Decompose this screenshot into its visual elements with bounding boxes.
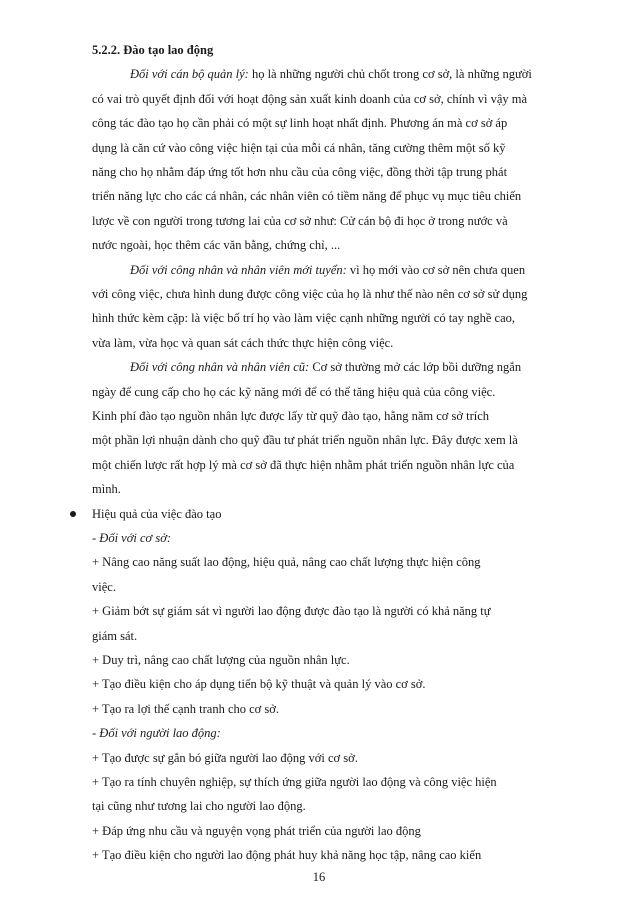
paragraph-first-line (130, 359, 521, 375)
text-line: vừa làm, vừa học và quan sát cách thức thực hiện công việc. (92, 335, 394, 350)
text-line: hình thức kèm cặp: là việc bố trí họ vào làm việc cạnh những người có tay nghề cao, (92, 311, 515, 326)
text-line: + Tạo được sự gắn bó giữa người lao động với cơ sở. (92, 750, 358, 765)
text-line: với công việc, chưa hình dung được công việc của họ là như thế nào nên cơ sở sử dụng (92, 287, 528, 301)
paragraph-first-line (130, 262, 525, 278)
text-line: một chiến lược rất hợp lý mà cơ sở đã thực hiện nhằm phát triển nguồn nhân lực của (92, 457, 515, 472)
bullet-title: Hiệu quả của việc đào tạo (92, 506, 222, 521)
text-line: + Tạo điều kiện cho áp dụng tiến bộ kỹ thuật và quản lý vào cơ sở. (92, 677, 426, 692)
section-heading: 5.2.2. Đào tạo lao động (92, 43, 214, 57)
italic-lead: Đối với cán bộ quản lý: (130, 67, 249, 82)
text-line: + Tạo ra lợi thế cạnh tranh cho cơ sở. (92, 701, 280, 716)
text-line: + Tạo điều kiện cho người lao động phát huy khả năng học tập, nâng cao kiến (92, 848, 482, 863)
text-span: Cơ sở thường mở các lớp bồi dưỡng ngắn (309, 360, 522, 375)
text-line: tại cũng như tương lai cho người lao động. (92, 799, 306, 814)
text-line: Kinh phí đào tạo nguồn nhân lực được lấy từ quỹ đào tạo, hằng năm cơ sở trích (92, 409, 490, 423)
text-line: + Đáp ứng nhu cầu và nguyện vọng phát triển của người lao động (92, 823, 421, 838)
text-line: triển năng lực cho các cá nhân, các nhân viên có tiềm năng để phục vụ mục tiêu chiến (92, 189, 522, 204)
text-line: + Duy trì, nâng cao chất lượng của nguồn nhân lực. (92, 653, 350, 667)
text-line: năng cho họ nhằm đáp ứng tốt hơn nhu cầu của công việc, đồng thời tập trung phát (92, 165, 508, 179)
text-line: ngày để cung cấp cho họ các kỹ năng mới để có thể tăng hiệu quả của công việc. (92, 384, 496, 399)
text-line: + Nâng cao năng suất lao động, hiệu quả, nâng cao chất lượng thực hiện công (92, 555, 481, 570)
text-line: giám sát. (92, 628, 138, 643)
text-span: họ là những người chủ chốt trong cơ sở, là những người (248, 67, 532, 82)
text-span: vì họ mới vào cơ sở nên chưa quen (346, 262, 526, 277)
subheading-company: - Đối với cơ sở: (92, 531, 172, 545)
text-line: mình. (92, 482, 121, 497)
subheading-worker: - Đối với người lao động: (92, 726, 221, 741)
text-line: lược về con người trong tương lai của cơ sở như: Cử cán bộ đi học ở trong nước và (92, 213, 508, 228)
italic-lead: Đối với công nhân và nhân viên mới tuyển: (130, 262, 347, 277)
text-line: việc. (92, 579, 116, 594)
text-line: dụng là căn cứ vào công việc hiện tại của mỗi cá nhân, tăng cường thêm một số kỹ (92, 140, 506, 155)
text-line: + Giảm bớt sự giám sát vì người lao động được đào tạo là người có khả năng tự (92, 604, 491, 619)
text-line: có vai trò quyết định đối với hoạt động sản xuất kinh doanh của cơ sở, chính vì vậy mà (92, 91, 528, 106)
text-line: + Tạo ra tính chuyên nghiệp, sự thích ứng giữa người lao động và công việc hiện (92, 775, 497, 789)
italic-lead: Đối với công nhân và nhân viên cũ: (130, 360, 310, 375)
text-line: một phần lợi nhuận dành cho quỹ đầu tư phát triển nguồn nhân lực. Đây được xem là (92, 433, 518, 448)
text-line: nước ngoài, học thêm các văn bằng, chứng chỉ, ... (92, 238, 341, 253)
text-line: công tác đào tạo họ cần phải có một sự linh hoạt nhất định. Phương án mà cơ sở áp (92, 116, 508, 131)
page-number: 16 (312, 870, 326, 884)
paragraph-first-line (130, 66, 532, 82)
bullet-icon (70, 511, 76, 517)
